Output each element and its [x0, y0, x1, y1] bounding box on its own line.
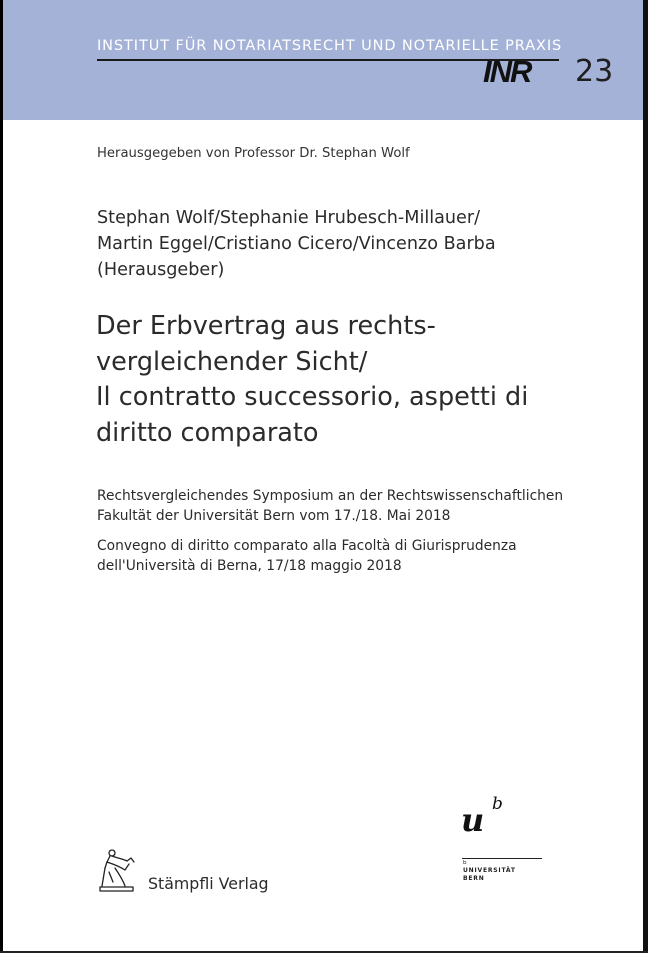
- cover-frame-left: [0, 0, 3, 953]
- unibern-mark-u: u: [461, 801, 485, 839]
- subtitle-italian: [97, 537, 517, 576]
- series-title: INSTITUT FÜR NOTARIATSRECHT UND NOTARIELLE PRAXIS: [97, 38, 563, 54]
- authors-block: [97, 205, 496, 283]
- cover-frame-right: [643, 0, 648, 953]
- unibern-name-line: BERN: [463, 874, 485, 882]
- book-title: [96, 309, 528, 451]
- title-line: Il contratto successorio, aspetti di: [96, 382, 529, 412]
- staempfli-figure-logo-icon: [97, 848, 139, 898]
- title-line: Der Erbvertrag aus rechts-: [96, 311, 436, 341]
- unibern-mark-b: b: [492, 794, 503, 814]
- subtitle-line: Convegno di diritto comparato alla Facoltà di Giurisprudenza: [97, 538, 517, 554]
- publisher-name: Stämpfli Verlag: [148, 874, 269, 893]
- title-line: vergleichender Sicht/: [96, 346, 368, 377]
- unibern-rule: [462, 858, 542, 859]
- subtitle-line: Rechtsvergleichendes Symposium an der Rechtswissenschaftlichen: [97, 488, 564, 504]
- unibern-name-line: UNIVERSITÄT: [463, 867, 516, 874]
- author-role: (Herausgeber): [97, 260, 225, 280]
- unibern-small-b: b: [463, 860, 467, 866]
- editor-line: Herausgegeben von Professor Dr. Stephan Wolf: [97, 146, 410, 161]
- author-line: Martin Eggel/Cristiano Cicero/Vincenzo Barba: [97, 234, 496, 254]
- subtitle-german: [97, 487, 563, 526]
- subtitle-line: dell'Università di Berna, 17/18 maggio 2018: [97, 557, 402, 574]
- author-line: Stephan Wolf/Stephanie Hrubesch-Millauer/: [97, 208, 481, 228]
- subtitle-line: Fakultät der Universität Bern vom 17./18. Mai 2018: [97, 507, 451, 524]
- title-line: diritto comparato: [96, 417, 319, 448]
- series-logo: INR: [483, 54, 531, 89]
- volume-number: 23: [575, 54, 614, 89]
- unibern-name: [463, 867, 516, 882]
